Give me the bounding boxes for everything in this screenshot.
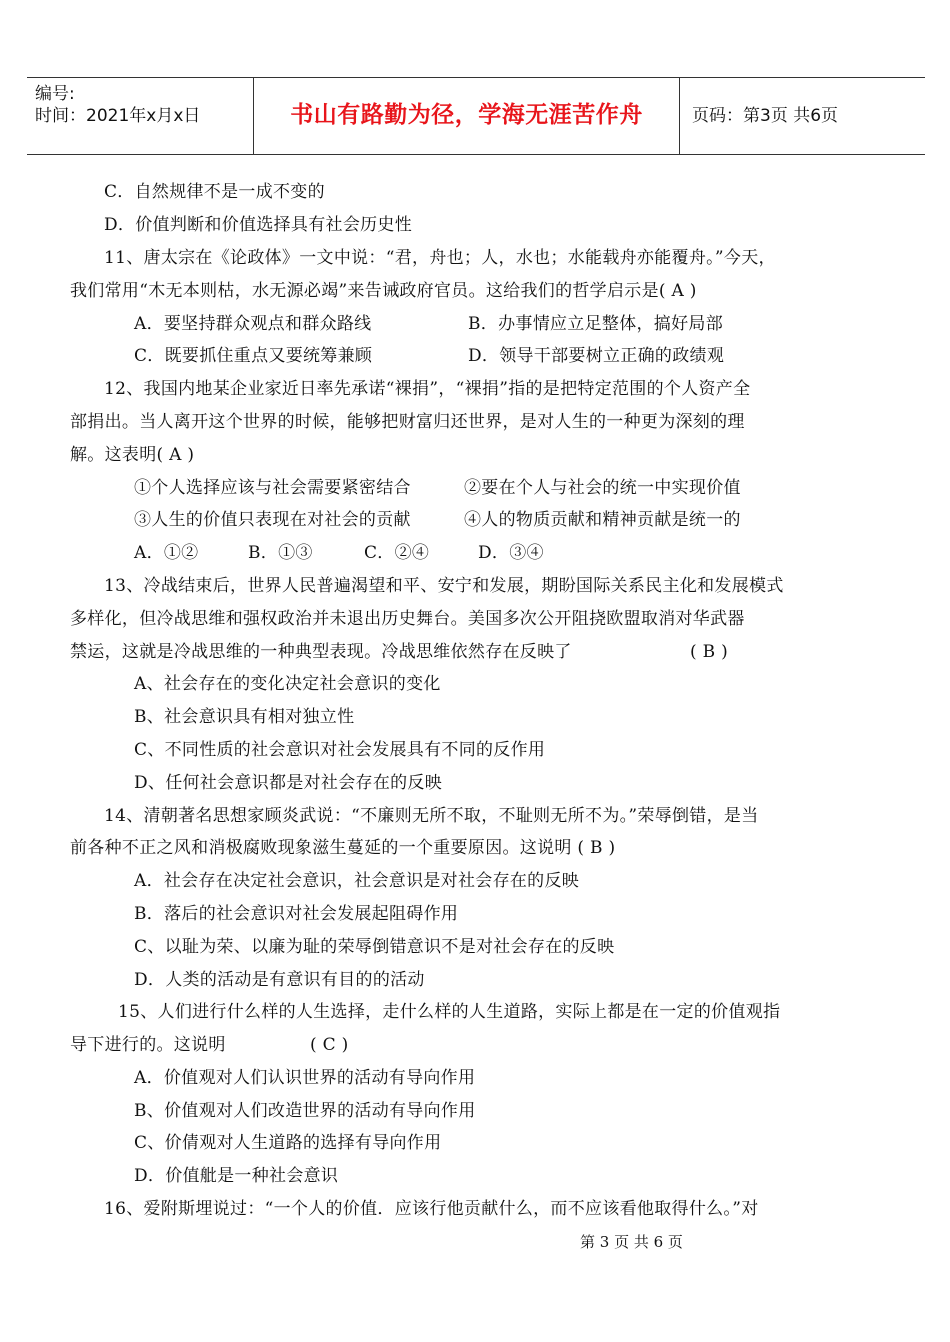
option-line: D．人类的活动是有意识有目的的活动 xyxy=(134,970,425,990)
option-line: D．领导干部要树立正确的政绩观 xyxy=(468,346,725,366)
question-12-text: 解。这表明( A ) xyxy=(70,445,195,465)
page-code: 页码：第3页 共6页 xyxy=(692,106,839,126)
question-16-text: 16、爱附斯埋说过：“一个人的价值．应该行他贡献什么，而不应该看他取得什么。”对 xyxy=(104,1199,759,1219)
option-line: D．价值判断和价值选择具有社会历史性 xyxy=(104,215,413,235)
option-line: B、社会意识具有相对独立性 xyxy=(134,707,355,727)
statement-line: ③人生的价值只表现在对社会的贡献 xyxy=(134,510,411,530)
question-15-text: 导下进行的。这说明 xyxy=(70,1035,226,1055)
question-13-text: 多样化，但冷战思维和强权政治并未退出历史舞台。美国多次公开阻挠欧盟取消对华武器 xyxy=(70,609,745,629)
question-12-text: 12、我国内地某企业家近日率先承诺“裸捐”，“裸捐”指的是把特定范围的个人资产全 xyxy=(104,379,751,399)
header-left-cell xyxy=(27,78,253,154)
option-line: D．价值舭是一种社会意识 xyxy=(134,1166,339,1186)
question-13-text: 13、冷战结束后，世界人民普遍渴望和平、安宁和发展，期盼国际关系民主化和发展模式 xyxy=(104,576,784,596)
header-motto-cell xyxy=(253,78,680,154)
question-12-text: 部捐出。当人离开这个世界的时候，能够把财富归还世界，是对人生的一种更为深刻的理 xyxy=(70,412,745,432)
page-footer: 第 3 页 共 6 页 xyxy=(580,1233,683,1251)
answer-mark: ( B ) xyxy=(690,642,729,662)
option-line: C．既要抓住重点又要统筹兼顾 xyxy=(134,346,373,366)
statement-line: ②要在个人与社会的统一中实现价值 xyxy=(464,478,741,498)
option-line: C．②④ xyxy=(364,543,430,563)
option-line: B、价值观对人们改造世界的活动有导向作用 xyxy=(134,1101,476,1121)
option-line: A．价值观对人们认识世界的活动有导向作用 xyxy=(134,1068,476,1088)
option-line: D．③④ xyxy=(478,543,544,563)
option-line: B．①③ xyxy=(248,543,313,563)
answer-mark: ( C ) xyxy=(310,1035,349,1055)
option-line: A．①② xyxy=(134,543,199,563)
statement-line: ①个人选择应该与社会需要紧密结合 xyxy=(134,478,411,498)
option-line: A、社会存在的变化决定社会意识的变化 xyxy=(134,674,441,694)
question-14-text: 14、清朝著名思想家顾炎武说：“不廉则无所不取，不耻则无所不为。”荣辱倒错，是当 xyxy=(104,806,759,826)
motto-text: 书山有路勤为径，学海无涯苦作舟 xyxy=(290,102,643,128)
header-page-cell xyxy=(680,78,925,154)
option-line: C．自然规律不是一成不变的 xyxy=(104,182,325,202)
question-15-text: 15、人们进行什么样的人生选择，走什么样的人生道路，实际上都是在一定的价值观指 xyxy=(118,1002,781,1022)
date-label: 时间：2021年x月x日 xyxy=(35,106,201,126)
option-line: A．社会存在决定社会意识，社会意识是对社会存在的反映 xyxy=(134,871,580,891)
option-line: C、以耻为荣、以廉为耻的荣辱倒错意识不是对社会存在的反映 xyxy=(134,937,615,957)
question-11-text: 我们常用“木无本则枯，水无源必竭”来告诫政府官员。这给我们的哲学启示是( A ) xyxy=(70,281,697,301)
question-14-text: 前各种不正之风和消极腐败现象滋生蔓延的一个重要原因。这说明 ( B ) xyxy=(70,838,616,858)
serial-number-label: 编号: xyxy=(35,84,75,104)
option-line: A．要坚持群众观点和群众路线 xyxy=(134,314,372,334)
option-line: C、价倩观对人生道路的选择有导向作用 xyxy=(134,1133,442,1153)
option-line: B．落后的社会意识对社会发展起阻碍作用 xyxy=(134,904,459,924)
page-header xyxy=(27,77,925,155)
option-line: C、不同性质的社会意识对社会发展具有不同的反作用 xyxy=(134,740,546,760)
option-line: D、任何社会意识都是对社会存在的反映 xyxy=(134,773,443,793)
question-11-text: 11、唐太宗在《论政体》一文中说：“君，舟也；人，水也；水能载舟亦能覆舟。”今天， xyxy=(104,248,776,268)
question-13-text: 禁运，这就是冷战思维的一种典型表现。冷战思维依然存在反映了 xyxy=(70,642,572,662)
option-line: B．办事情应立足整体，搞好局部 xyxy=(468,314,723,334)
statement-line: ④人的物质贡献和精神贡献是统一的 xyxy=(464,510,741,530)
